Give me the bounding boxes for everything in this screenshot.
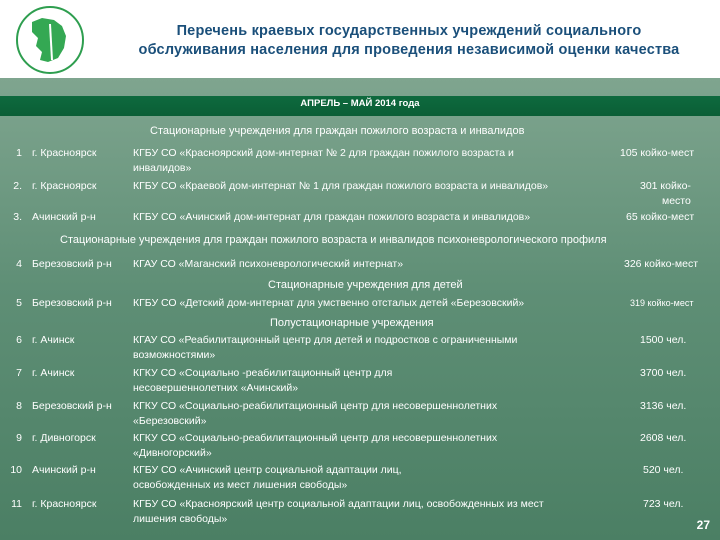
- header: [0, 0, 720, 78]
- row-number: 10: [10, 464, 22, 476]
- row-capacity: 301 койко-: [640, 180, 691, 192]
- row-name: КГБУ СО «Ачинский дом-интернат для граждан пожилого возраста и инвалидов»: [133, 211, 531, 223]
- row-name: КГКУ СО «Социально -реабилитационный центр для: [133, 367, 393, 379]
- row-number: 5: [16, 297, 22, 309]
- section-title: Стационарные учреждения для граждан пожилого возраста и инвалидов психоневрологического профиля: [60, 234, 607, 246]
- row-place: Ачинский р-н: [32, 211, 96, 223]
- row-capacity: 723 чел.: [643, 498, 684, 510]
- row-capacity: 520 чел.: [643, 464, 684, 476]
- ministry-logo: [2, 2, 98, 78]
- row-place: Ачинский р-н: [32, 464, 96, 476]
- row-place: г. Красноярск: [32, 180, 97, 192]
- row-place: г. Ачинск: [32, 334, 75, 346]
- row-capacity: 326 койко-мест: [624, 258, 699, 270]
- row-name-cont: лишения свободы»: [133, 513, 228, 525]
- row-name-cont: освобожденных из мест лишения свободы»: [133, 479, 348, 491]
- row-place: г. Красноярск: [32, 498, 97, 510]
- row-number: 9: [16, 432, 22, 444]
- title-line-1: Перечень краевых государственных учреждений социального: [176, 23, 642, 39]
- row-number: 4: [16, 258, 22, 270]
- row-number: 8: [16, 400, 22, 412]
- row-name: КГКУ СО «Социально-реабилитационный центр для несовершеннолетних: [133, 432, 498, 444]
- row-name: КГБУ СО «Детский дом-интернат для умственно отсталых детей «Березовский»: [133, 297, 525, 309]
- row-capacity: 105 койко-мест: [620, 147, 695, 159]
- row-name-cont: инвалидов»: [133, 162, 192, 174]
- title-line-2: обслуживания населения для проведения независимой оценки качества: [138, 42, 680, 58]
- row-place: Березовский р-н: [32, 258, 112, 270]
- row-capacity: 65 койко-мест: [626, 211, 695, 223]
- row-name: КГБУ СО «Красноярский центр социальной адаптации лиц, освобожденных из мест: [133, 498, 544, 510]
- period-banner: [0, 96, 720, 116]
- row-number: 3.: [13, 211, 22, 223]
- row-name: КГКУ СО «Социально-реабилитационный центр для несовершеннолетних: [133, 400, 498, 412]
- row-number: 11: [11, 498, 22, 510]
- row-capacity: 319 койко-мест: [630, 298, 694, 308]
- row-place: г. Дивногорск: [32, 432, 96, 444]
- row-capacity: 2608 чел.: [640, 432, 687, 444]
- row-name-cont: «Дивногорский»: [133, 447, 212, 459]
- row-capacity: 3700 чел.: [640, 367, 687, 379]
- row-capacity-cont: место: [662, 195, 691, 207]
- row-name: КГАУ СО «Маганский психоневрологический интернат»: [133, 258, 404, 270]
- section-title: Стационарные учреждения для граждан пожилого возраста и инвалидов: [150, 125, 525, 137]
- row-number: 7: [16, 367, 22, 379]
- row-name: КГБУ СО «Краевой дом-интернат № 1 для граждан пожилого возраста и инвалидов»: [133, 180, 549, 192]
- row-name: КГАУ СО «Реабилитационный центр для детей и подростков с ограниченными: [133, 334, 518, 346]
- row-number: 6: [16, 334, 22, 346]
- period-label: АПРЕЛЬ – МАЙ 2014 года: [300, 98, 420, 109]
- section-title: Полустационарные учреждения: [270, 317, 434, 329]
- row-name: КГБУ СО «Красноярский дом-интернат № 2 для граждан пожилого возраста и: [133, 147, 514, 159]
- row-name-cont: возможностями»: [133, 349, 216, 361]
- row-number: 1: [16, 147, 22, 159]
- row-name-cont: несовершеннолетних «Ачинский»: [133, 382, 299, 394]
- page-title: [100, 22, 718, 60]
- row-place: Березовский р-н: [32, 400, 112, 412]
- row-name-cont: «Березовский»: [133, 415, 207, 427]
- row-name: КГБУ СО «Ачинский центр социальной адаптации лиц,: [133, 464, 402, 476]
- row-capacity: 3136 чел.: [640, 400, 687, 412]
- row-place: г. Ачинск: [32, 367, 75, 379]
- row-number: 2.: [13, 180, 22, 192]
- row-place: г. Красноярск: [32, 147, 97, 159]
- row-capacity: 1500 чел.: [640, 334, 687, 346]
- row-place: Березовский р-н: [32, 297, 112, 309]
- section-title: Стационарные учреждения для детей: [268, 279, 463, 291]
- page-number: 27: [696, 518, 710, 532]
